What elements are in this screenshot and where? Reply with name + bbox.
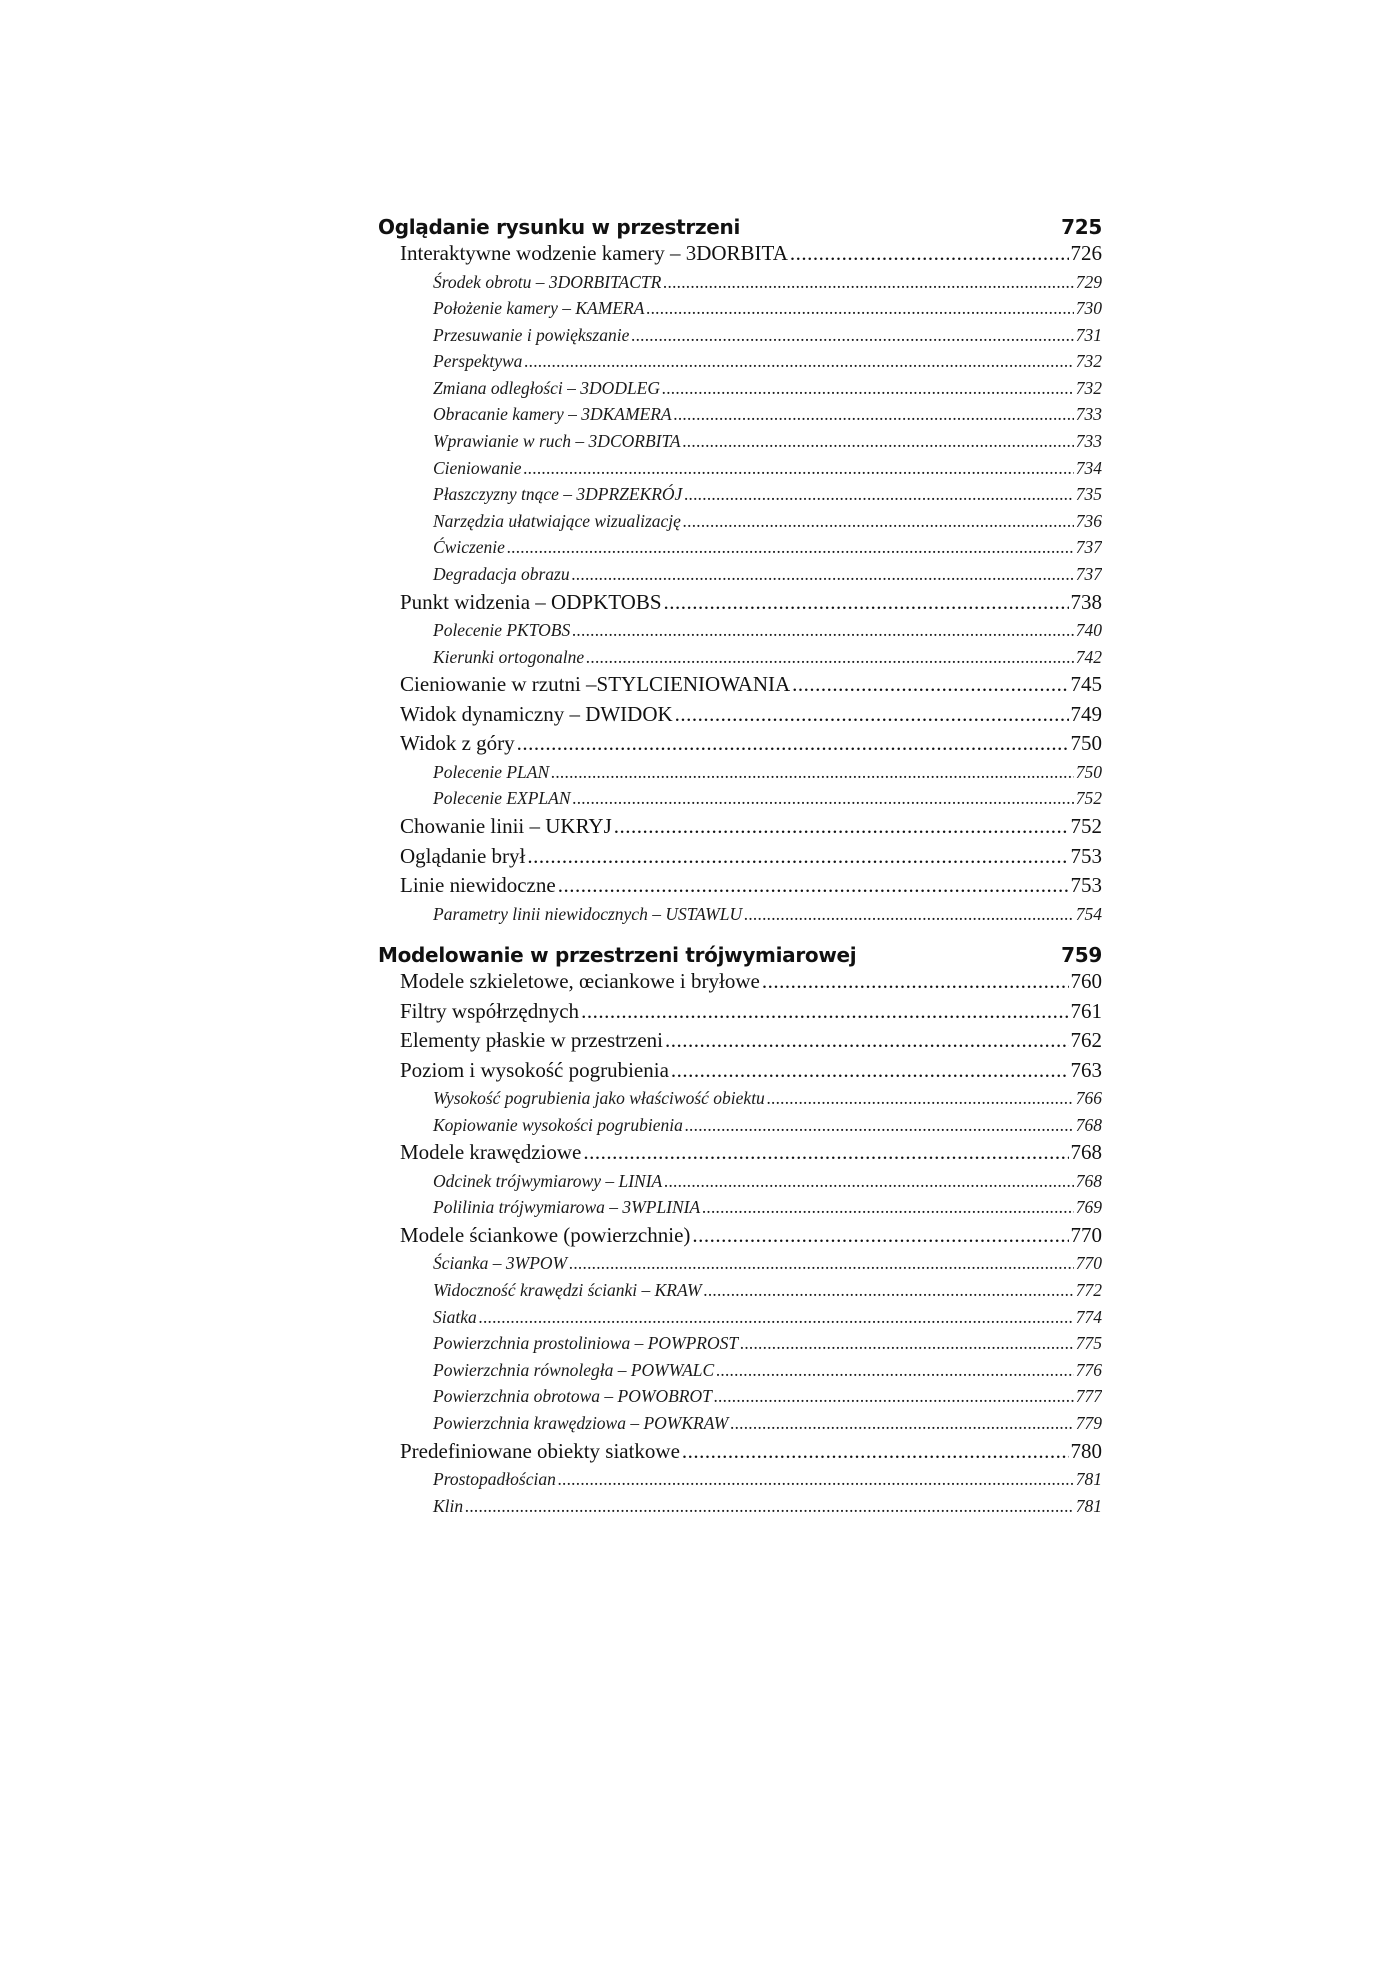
toc-subentry: [378, 785, 1102, 812]
dot-leader: [558, 871, 1069, 901]
entry-title: Perspektywa: [433, 351, 523, 372]
toc-subentry: [378, 561, 1102, 588]
entry-title: Powierzchnia krawędziowa – POWKRAW: [433, 1413, 729, 1434]
entry-title: Przesuwanie i powiększanie: [433, 324, 630, 345]
toc-subentry: [378, 1194, 1102, 1221]
dot-leader: [631, 322, 1073, 349]
dot-leader: [524, 348, 1073, 375]
chapter-page-number: 725: [1061, 215, 1102, 239]
toc-subentry: [378, 348, 1102, 375]
toc-subentry: [378, 1466, 1102, 1493]
toc-subentry: [378, 481, 1102, 508]
entry-page-number: 737: [1075, 537, 1102, 558]
chapter-heading: [378, 937, 1102, 967]
entry-title: Widok dynamiczny – DWIDOK: [400, 701, 673, 726]
dot-leader: [692, 1221, 1068, 1251]
dot-leader: [507, 534, 1074, 561]
dot-leader: [517, 729, 1069, 759]
dot-leader: [674, 401, 1074, 428]
entry-title: Elementy płaskie w przestrzeni: [400, 1028, 663, 1053]
dot-leader: [682, 1437, 1069, 1467]
dot-leader: [716, 1357, 1074, 1384]
entry-page-number: 762: [1070, 1028, 1102, 1053]
toc-subentry: [378, 1277, 1102, 1304]
toc-subentry: [378, 1410, 1102, 1437]
dot-leader: [569, 1250, 1074, 1277]
dot-leader: [664, 1168, 1073, 1195]
entry-page-number: 760: [1070, 969, 1102, 994]
entry-page-number: 738: [1070, 589, 1102, 614]
dot-leader: [663, 269, 1073, 296]
toc-entry: [378, 588, 1102, 618]
dot-leader: [767, 1085, 1074, 1112]
entry-page-number: 781: [1075, 1495, 1102, 1516]
table-of-contents: [378, 209, 1102, 1519]
entry-page-number: 742: [1075, 646, 1102, 667]
dot-leader: [573, 785, 1074, 812]
entry-title: Oglądanie brył: [400, 843, 526, 868]
entry-page-number: 774: [1075, 1306, 1102, 1327]
dot-leader: [665, 1026, 1069, 1056]
chapter-heading: [378, 209, 1102, 239]
toc-entry: [378, 871, 1102, 901]
entry-page-number: 733: [1075, 431, 1102, 452]
entry-page-number: 740: [1075, 620, 1102, 641]
entry-title: Modele krawędziowe: [400, 1140, 582, 1165]
toc-subentry: [378, 401, 1102, 428]
chapter-title: Oglądanie rysunku w przestrzeni: [378, 215, 741, 239]
toc-subentry: [378, 295, 1102, 322]
entry-page-number: 768: [1075, 1114, 1102, 1135]
entry-page-number: 772: [1075, 1280, 1102, 1301]
entry-page-number: 734: [1075, 457, 1102, 478]
entry-page-number: 766: [1075, 1088, 1102, 1109]
entry-title: Obracanie kamery – 3DKAMERA: [433, 404, 672, 425]
entry-title: Powierzchnia równoległa – POWWALC: [433, 1359, 715, 1380]
entry-title: Parametry linii niewidocznych – USTAWLU: [433, 903, 743, 924]
toc-subentry: [378, 644, 1102, 671]
toc-subentry: [378, 375, 1102, 402]
dot-leader: [527, 842, 1068, 872]
toc-subentry: [378, 508, 1102, 535]
entry-title: Klin: [433, 1495, 464, 1516]
entry-title: Linie niewidoczne: [400, 873, 556, 897]
dot-leader: [523, 455, 1073, 482]
toc-subentry: [378, 1250, 1102, 1277]
entry-title: Widoczność krawędzi ścianki – KRAW: [433, 1280, 702, 1301]
dot-leader: [558, 1466, 1074, 1493]
entry-page-number: 749: [1070, 701, 1102, 726]
dot-leader: [704, 1277, 1074, 1304]
toc-subentry: [378, 1493, 1102, 1520]
entry-page-number: 780: [1070, 1438, 1102, 1463]
dot-leader: [551, 759, 1074, 786]
toc-entry: [378, 1138, 1102, 1168]
entry-title: Prostopadłościan: [433, 1469, 556, 1490]
toc-entry: [378, 1026, 1102, 1056]
dot-leader: [762, 967, 1069, 997]
entry-title: Siatka: [433, 1306, 477, 1327]
entry-page-number: 736: [1075, 510, 1102, 531]
entry-title: Odcinek trójwymiarowy – LINIA: [433, 1170, 663, 1191]
entry-page-number: 763: [1070, 1057, 1102, 1082]
entry-title: Ćwiczenie: [433, 537, 505, 558]
toc-entry: [378, 812, 1102, 842]
entry-title: Predefiniowane obiekty siatkowe: [400, 1438, 680, 1463]
toc-subentry: [378, 322, 1102, 349]
entry-title: Wysokość pogrubienia jako właściwość obiektu: [433, 1088, 765, 1109]
entry-title: Położenie kamery – KAMERA: [433, 298, 645, 319]
entry-title: Chowanie linii – UKRYJ: [400, 814, 612, 838]
toc-subentry: [378, 269, 1102, 296]
toc-entry: [378, 239, 1102, 269]
entry-page-number: 761: [1070, 998, 1102, 1023]
dot-leader: [702, 1194, 1074, 1221]
entry-page-number: 776: [1075, 1359, 1102, 1380]
entry-page-number: 731: [1075, 324, 1102, 345]
toc-subentry: [378, 901, 1102, 928]
toc-subentry: [378, 759, 1102, 786]
dot-leader: [675, 700, 1069, 730]
entry-title: Filtry współrzędnych: [400, 998, 580, 1023]
toc-subentry: [378, 1168, 1102, 1195]
toc-entry: [378, 1056, 1102, 1086]
entry-page-number: 752: [1075, 788, 1102, 809]
entry-title: Powierzchnia prostoliniowa – POWPROST: [433, 1333, 739, 1354]
entry-title: Modele szkieletowe, œciankowe i bryłowe: [400, 969, 760, 994]
entry-page-number: 752: [1070, 814, 1102, 838]
toc-entry: [378, 670, 1102, 700]
entry-page-number: 730: [1075, 298, 1102, 319]
dot-leader: [664, 588, 1069, 618]
dot-leader: [740, 1330, 1074, 1357]
dot-leader: [792, 670, 1068, 700]
toc-subentry: [378, 1330, 1102, 1357]
toc-subentry: [378, 428, 1102, 455]
toc-subentry: [378, 534, 1102, 561]
entry-title: Polecenie EXPLAN: [433, 788, 571, 809]
entry-title: Polilinia trójwymiarowa – 3WPLINIA: [433, 1197, 701, 1218]
toc-entry: [378, 1221, 1102, 1251]
entry-title: Kierunki ortogonalne: [433, 646, 585, 667]
entry-title: Polecenie PLAN: [433, 761, 550, 782]
dot-leader: [581, 997, 1068, 1027]
dot-leader: [586, 644, 1074, 671]
entry-page-number: 768: [1070, 1140, 1102, 1165]
entry-page-number: 750: [1070, 731, 1102, 756]
entry-page-number: 768: [1075, 1170, 1102, 1191]
entry-page-number: 745: [1070, 672, 1102, 697]
dot-leader: [662, 375, 1074, 402]
entry-title: Płaszczyzny tnące – 3DPRZEKRÓJ: [433, 484, 683, 505]
dot-leader: [671, 1056, 1069, 1086]
entry-page-number: 753: [1070, 843, 1102, 868]
chapter-page-number: 759: [1061, 943, 1102, 968]
entry-page-number: 733: [1075, 404, 1102, 425]
entry-page-number: 726: [1070, 241, 1102, 265]
toc-entry: [378, 967, 1102, 997]
entry-page-number: 737: [1075, 564, 1102, 585]
entry-title: Widok z góry: [400, 731, 515, 756]
entry-title: Cieniowanie w rzutni –STYLCIENIOWANIA: [400, 672, 791, 697]
toc-entry: [378, 997, 1102, 1027]
dot-leader: [465, 1493, 1074, 1520]
entry-title: Kopiowanie wysokości pogrubienia: [433, 1114, 683, 1135]
entry-page-number: 770: [1070, 1222, 1102, 1247]
toc-entry: [378, 1437, 1102, 1467]
dot-leader: [684, 481, 1073, 508]
dot-leader: [790, 239, 1069, 269]
entry-page-number: 732: [1075, 377, 1102, 398]
entry-page-number: 732: [1075, 351, 1102, 372]
toc-subentry: [378, 1304, 1102, 1331]
toc-entry: [378, 700, 1102, 730]
dot-leader: [646, 295, 1073, 322]
dot-leader: [572, 617, 1074, 644]
entry-page-number: 735: [1075, 484, 1102, 505]
toc-subentry: [378, 1085, 1102, 1112]
entry-page-number: 781: [1075, 1469, 1102, 1490]
dot-leader: [479, 1304, 1074, 1331]
toc-subentry: [378, 617, 1102, 644]
entry-title: Cieniowanie: [433, 457, 522, 478]
entry-title: Powierzchnia obrotowa – POWOBROT: [433, 1386, 712, 1407]
toc-entry: [378, 729, 1102, 759]
entry-title: Narzędzia ułatwiające wizualizację: [433, 510, 681, 531]
entry-page-number: 775: [1075, 1333, 1102, 1354]
dot-leader: [714, 1383, 1074, 1410]
entry-title: Polecenie PKTOBS: [433, 620, 571, 641]
dot-leader: [572, 561, 1074, 588]
dot-leader: [744, 901, 1074, 928]
dot-leader: [614, 812, 1069, 842]
entry-title: Ścianka – 3WPOW: [433, 1253, 568, 1274]
entry-title: Wprawianie w ruch – 3DCORBITA: [433, 431, 681, 452]
dot-leader: [683, 508, 1074, 535]
dot-leader: [583, 1138, 1068, 1168]
entry-title: Środek obrotu – 3DORBITACTR: [433, 271, 662, 292]
entry-page-number: 779: [1075, 1413, 1102, 1434]
toc-subentry: [378, 455, 1102, 482]
toc-subentry: [378, 1112, 1102, 1139]
entry-page-number: 750: [1075, 761, 1102, 782]
dot-leader: [683, 428, 1074, 455]
entry-page-number: 754: [1075, 903, 1102, 924]
entry-page-number: 769: [1075, 1197, 1102, 1218]
chapter-title: Modelowanie w przestrzeni trójwymiarowej: [378, 943, 857, 968]
entry-page-number: 753: [1070, 873, 1102, 897]
entry-title: Interaktywne wodzenie kamery – 3DORBITA: [400, 241, 788, 265]
toc-subentry: [378, 1357, 1102, 1384]
dot-leader: [685, 1112, 1074, 1139]
dot-leader: [730, 1410, 1073, 1437]
entry-title: Punkt widzenia – ODPKTOBS: [400, 589, 662, 614]
entry-title: Poziom i wysokość pogrubienia: [400, 1057, 669, 1082]
entry-page-number: 777: [1075, 1386, 1102, 1407]
entry-title: Zmiana odległości – 3DODLEG: [433, 377, 661, 398]
entry-title: Degradacja obrazu: [433, 564, 570, 585]
toc-subentry: [378, 1383, 1102, 1410]
entry-title: Modele ściankowe (powierzchnie): [400, 1222, 691, 1247]
toc-entry: [378, 842, 1102, 872]
entry-page-number: 770: [1075, 1253, 1102, 1274]
entry-page-number: 729: [1075, 271, 1102, 292]
